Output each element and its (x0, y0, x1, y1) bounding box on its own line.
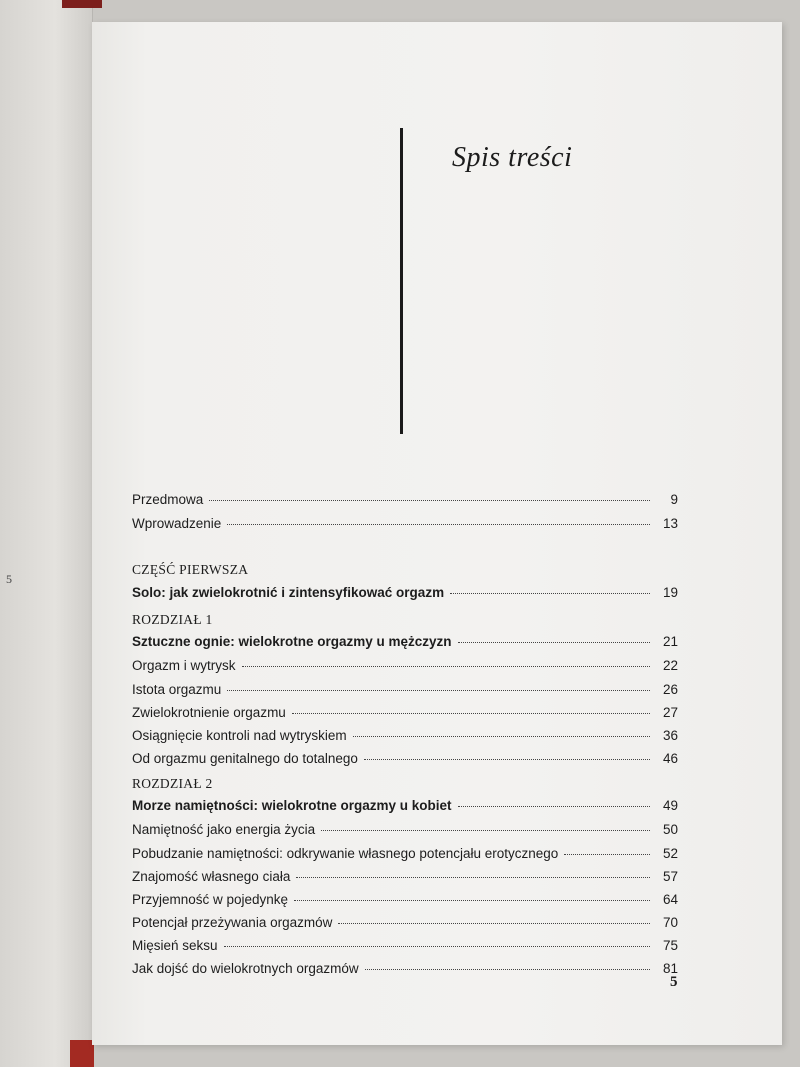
toc-entry (132, 869, 678, 891)
toc-leader-dots (564, 854, 650, 855)
toc-entry-page: 13 (662, 516, 678, 531)
toc-entry-label: Pobudzanie namiętności: odkrywanie własnego potencjału erotycznego (132, 846, 559, 861)
toc-entry-page: 19 (662, 585, 678, 600)
toc-leader-dots (242, 666, 650, 667)
toc-entry-introduction (132, 516, 678, 538)
decorative-vertical-rule (400, 128, 403, 434)
book-cover-bottom (70, 1040, 94, 1067)
toc-leader-dots (296, 877, 650, 878)
toc-leader-dots (321, 830, 650, 831)
contents-page (92, 22, 782, 1045)
toc-entry-label: Potencjał przeżywania orgazmów (132, 915, 333, 930)
chapter-heading: ROZDZIAŁ 1 (132, 612, 213, 627)
toc-leader-dots (227, 690, 650, 691)
toc-entry-page: 75 (662, 938, 678, 953)
left-page-edge (0, 0, 93, 1067)
toc-entry-page: 57 (662, 869, 678, 884)
toc-entry-page: 52 (662, 846, 678, 861)
toc-entry (132, 961, 678, 983)
toc-leader-dots (227, 524, 650, 525)
toc-entry-label: Przedmowa (132, 492, 204, 507)
toc-entry-page: 26 (662, 682, 678, 697)
toc-entry-label: Sztuczne ognie: wielokrotne orgazmy u mężczyzn (132, 634, 452, 649)
toc-leader-dots (292, 713, 650, 714)
book-cover-top (62, 0, 102, 8)
toc-entry-page: 36 (662, 728, 678, 743)
toc-entry (132, 822, 678, 844)
chapter-heading: ROZDZIAŁ 2 (132, 776, 213, 791)
toc-entry-label: Morze namiętności: wielokrotne orgazmy u kobiet (132, 798, 452, 813)
toc-entry (132, 751, 678, 773)
toc-entry-label: Jak dojść do wielokrotnych orgazmów (132, 961, 359, 976)
toc-entry-page: 9 (670, 492, 678, 507)
toc-leader-dots (458, 642, 650, 643)
toc-entry-label: Mięsień seksu (132, 938, 218, 953)
toc-entry (132, 705, 678, 727)
toc-leader-dots (338, 923, 650, 924)
toc-entry (132, 846, 678, 868)
toc-leader-dots (450, 593, 650, 594)
toc-leader-dots (224, 946, 650, 947)
toc-entry-label: Istota orgazmu (132, 682, 222, 697)
toc-entry (132, 658, 678, 680)
toc-entry (132, 892, 678, 914)
toc-leader-dots (365, 969, 650, 970)
toc-entry (132, 682, 678, 704)
toc-entry (132, 915, 678, 937)
toc-entry-label: Solo: jak zwielokrotnić i zintensyfikować orgazm (132, 585, 445, 600)
toc-entry-part (132, 585, 678, 607)
toc-entry-label: Przyjemność w pojedynkę (132, 892, 289, 907)
toc-entry (132, 634, 678, 656)
toc-leader-dots (209, 500, 650, 501)
toc-leader-dots (458, 806, 650, 807)
left-page-margin-mark: 5 (6, 572, 12, 586)
toc-entry-label: Znajomość własnego ciała (132, 869, 291, 884)
toc-entry-label: Wprowadzenie (132, 516, 222, 531)
toc-entry (132, 938, 678, 960)
toc-entry-label: Osiągnięcie kontroli nad wytryskiem (132, 728, 347, 743)
toc-entry-page: 50 (662, 822, 678, 837)
toc-leader-dots (364, 759, 650, 760)
page-number: 5 (670, 974, 678, 990)
toc-entry-page: 49 (662, 798, 678, 813)
toc-entry-label: Namiętność jako energia życia (132, 822, 316, 837)
toc-entry-page: 27 (662, 705, 678, 720)
toc-entry-label: Orgazm i wytrysk (132, 658, 236, 673)
toc-entry-label: Od orgazmu genitalnego do totalnego (132, 751, 358, 766)
toc-leader-dots (294, 900, 650, 901)
page-title: Spis treści (452, 142, 573, 173)
toc-entry-page: 81 (662, 961, 678, 976)
toc-leader-dots (353, 736, 650, 737)
toc-entry (132, 798, 678, 820)
toc-entry-page: 21 (662, 634, 678, 649)
toc-entry-label: Zwielokrotnienie orgazmu (132, 705, 286, 720)
toc-entry-page: 46 (662, 751, 678, 766)
toc-entry (132, 728, 678, 750)
toc-entry-preface (132, 492, 678, 514)
toc-entry-page: 64 (662, 892, 678, 907)
part-heading: CZĘŚĆ PIERWSZA (132, 562, 249, 577)
toc-entry-page: 70 (662, 915, 678, 930)
toc-entry-page: 22 (662, 658, 678, 673)
